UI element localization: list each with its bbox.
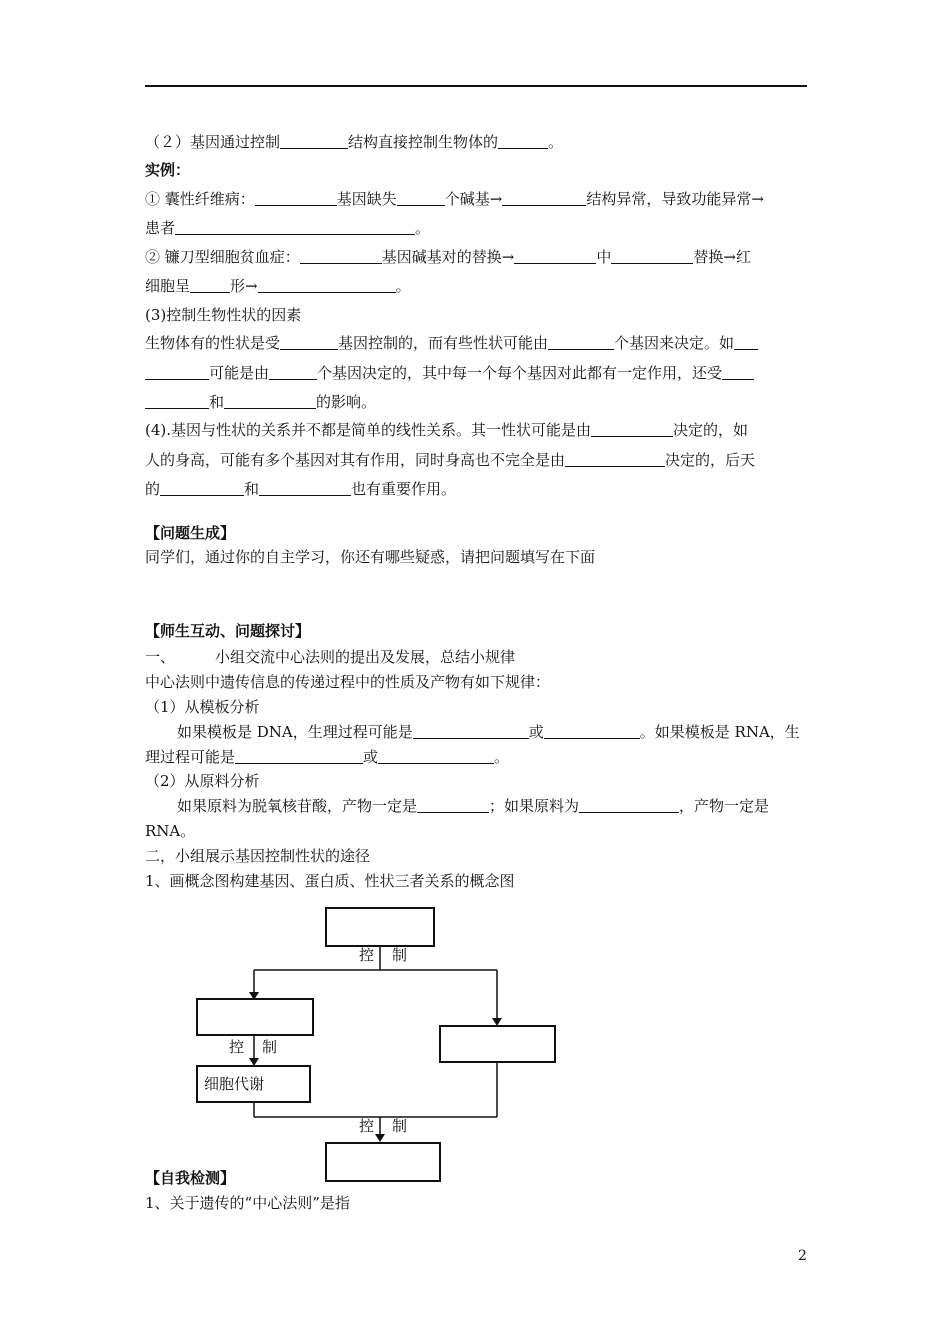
question-gen-text: 同学们，通过你的自主学习，你还有哪些疑惑，请把问题填写在下面 [145,548,596,566]
control-label-char2: 制 [262,1038,278,1056]
concept-box-trait[interactable] [325,1142,441,1182]
control-label-char1: 控 [359,1117,375,1135]
template-line-1: 如果模板是 DNA，生理过程可能是 或 。如果模板是 RNA，生 [177,723,800,741]
control-label-char1: 控 [229,1038,245,1056]
page-number: 2 [798,1248,807,1264]
factors-line-1: 生物体有的性状是受 基因控制的，而有些性状可能由 个基因来决定。如 [145,333,758,353]
relation-line-3: 的 和 也有重要作用。 [145,480,457,498]
concept-box-right[interactable] [439,1025,556,1063]
material-line-1: 如果原料为脱氧核苷酸，产物一定是 ；如果原料为 ，产物一定是 [177,797,770,815]
control-label-char1: 控 [359,946,375,964]
sickle-cell-line-1: ② 镰刀型细胞贫血症： 基因碱基对的替换→ 中 替换→红 [145,248,751,266]
cystic-fibrosis-line-2: 患者 。 [145,219,431,237]
self-check-question-1: 1、关于遗传的“中心法则”是指 [145,1194,350,1212]
factors-line-2: 可能是由 个基因决定的，其中每一个每个基因对此都有一定作用，还受 [145,363,754,383]
concept-map-task: 1、画概念图构建基因、蛋白质、性状三者关系的概念图 [145,872,515,890]
interaction-part-one: 一、 小组交流中心法则的提出及发展，总结小规律 [145,648,516,666]
sickle-cell-line-2: 细胞呈 形→ 。 [145,277,411,295]
factors-line-3: 和 的影响。 [145,392,376,412]
relation-line-1: (4).基因与性状的关系并不都是简单的线性关系。其一性状可能是由 决定的，如 [145,421,749,439]
relation-line-2: 人的身高，可能有多个基因对其有作用，同时身高也不完全是由 决定的，后天 [145,451,756,469]
template-line-2: 理过程可能是 或 。 [145,748,510,766]
cystic-fibrosis-line-1: ① 囊性纤维病： 基因缺失 个碱基→ 结构异常，导致功能异常→ [145,190,764,208]
example-heading: 实例： [145,161,191,179]
concept-box-cell-metabolism[interactable] [196,1065,311,1103]
control-label-char2: 制 [392,1117,408,1135]
interaction-part-two: 二，小组展示基因控制性状的途径 [145,847,371,865]
interaction-heading: 【师生互动、问题探讨】 [145,622,311,640]
interaction-intro: 中心法则中遗传信息的传递过程中的性质及产物有如下规律： [145,673,551,691]
gene-structure-line: （２）基因通过控制 结构直接控制生物体的 。 [145,133,564,151]
self-check-heading: 【自我检测】 [145,1169,236,1187]
template-heading: （1）从模板分析 [145,698,260,716]
question-gen-heading: 【问题生成】 [145,524,236,542]
factors-heading: (3)控制生物性状的因素 [145,306,302,324]
cell-metabolism-label: 细胞代谢 [204,1075,265,1093]
material-line-2: RNA。 [145,822,196,840]
control-label-char2: 制 [392,946,408,964]
concept-box-left[interactable] [196,998,314,1036]
material-heading: （2）从原料分析 [145,772,260,790]
concept-box-gene[interactable] [325,907,435,947]
